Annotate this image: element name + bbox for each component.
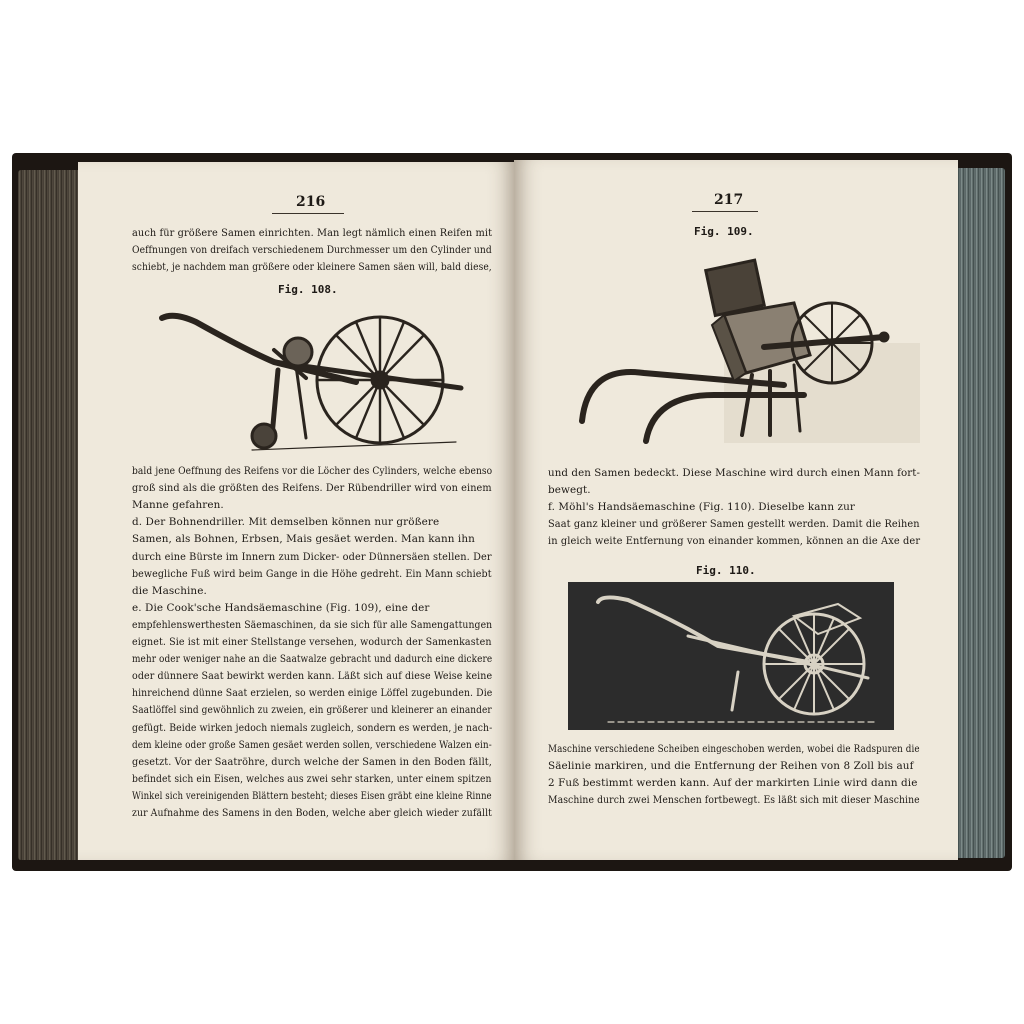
header-rule bbox=[272, 213, 344, 214]
left-page bbox=[78, 162, 515, 860]
page-number: 217 bbox=[714, 192, 744, 208]
seed-drill-illustration-fig109 bbox=[574, 245, 924, 445]
text-line: Manne gefahren. bbox=[132, 499, 224, 512]
header-rule bbox=[692, 211, 758, 212]
text-line: gesetzt. Vor der Saatröhre, durch welche der Samen in den Boden fällt, bbox=[132, 755, 492, 768]
text-line: Saatlöffel sind gewöhnlich zu zweien, ein größerer und kleinerer an einander bbox=[132, 704, 492, 717]
fig110-drawing bbox=[568, 582, 894, 730]
text-line: groß sind als die größten des Reifens. Der Rübendriller wird von einem bbox=[132, 482, 492, 495]
text-line: bald jene Oeffnung des Reifens vor die Löcher des Cylinders, welche ebenso bbox=[132, 465, 493, 477]
text-line: in gleich weite Entfernung von einander kommen, können an die Axe der bbox=[548, 535, 921, 548]
text-line: durch eine Bürste im Innern zum Dicker- oder Dünnersäen stellen. Der bbox=[132, 550, 492, 563]
text-line: d. Der Bohnendriller. Mit demselben können nur größere bbox=[132, 516, 440, 529]
text-line: Saat ganz kleiner und größerer Samen gestellt werden. Damit die Reihen bbox=[548, 518, 920, 531]
text-line: Oeffnungen von dreifach verschiedenem Durchmesser um den Cylinder und bbox=[132, 244, 492, 257]
text-line: zur Aufnahme des Samens in den Boden, welche aber gleich wieder zufällt bbox=[132, 807, 492, 819]
text-line: auch für größere Samen einrichten. Man legt nämlich einen Reifen mit bbox=[132, 227, 493, 239]
text-line: Winkel sich vereinigenden Blättern besteht; dieses Eisen gräbt eine kleine Rinne bbox=[132, 789, 492, 802]
left-page-edges bbox=[18, 170, 80, 860]
text-line: schiebt, je nachdem man größere oder kleinere Samen säen will, bald diese, bbox=[132, 261, 492, 274]
figure-caption: Fig. 110. bbox=[696, 564, 756, 577]
figure-caption: Fig. 109. bbox=[694, 225, 754, 238]
text-line: Maschine verschiedene Scheiben eingeschoben werden, wobei die Radspuren die bbox=[548, 743, 920, 755]
text-line: bewegliche Fuß wird beim Gange in die Höhe gedreht. Ein Mann schiebt bbox=[132, 567, 492, 580]
text-line: mehr oder weniger nahe an die Saatwalze gebracht und dadurch eine dickere bbox=[132, 653, 493, 666]
seed-drill-illustration-fig108 bbox=[156, 310, 476, 458]
right-page bbox=[514, 160, 958, 860]
text-line: 2 Fuß bestimmt werden kann. Auf der markirten Linie wird dann die bbox=[548, 777, 918, 790]
text-line: Säelinie markiren, und die Entfernung der Reihen von 8 Zoll bis auf bbox=[548, 760, 914, 773]
page-number: 216 bbox=[296, 194, 326, 210]
text-line: gefügt. Beide wirken jedoch niemals zugleich, sondern es werden, je nach- bbox=[132, 721, 493, 734]
text-line: empfehlenswerthesten Säemaschinen, da sie sich für alle Samengattungen bbox=[132, 618, 493, 631]
text-line: e. Die Cook'sche Handsäemaschine (Fig. 109), eine der bbox=[132, 601, 430, 614]
text-line: f. Möhl's Handsäemaschine (Fig. 110). Dieselbe kann zur bbox=[548, 501, 855, 514]
text-line: die Maschine. bbox=[132, 584, 207, 597]
text-line: dem kleine oder große Samen gesäet werden sollen, verschiedene Walzen ein- bbox=[132, 738, 492, 751]
text-line: Samen, als Bohnen, Erbsen, Mais gesäet werden. Man kann ihn bbox=[132, 533, 475, 546]
figure-caption: Fig. 108. bbox=[278, 283, 338, 296]
text-line: befindet sich ein Eisen, welches aus zwei sehr starken, unter einem spitzen bbox=[132, 772, 492, 785]
text-line: Maschine durch zwei Menschen fortbewegt. Es läßt sich mit dieser Maschine bbox=[548, 794, 920, 807]
text-line: oder dünnere Saat bewirkt werden kann. Läßt sich auf diese Weise keine bbox=[132, 670, 493, 683]
right-page-edges bbox=[955, 168, 1005, 858]
text-line: und den Samen bedeckt. Diese Maschine wird durch einen Mann fort- bbox=[548, 467, 921, 479]
text-line: eignet. Sie ist mit einer Stellstange versehen, wodurch der Samenkasten bbox=[132, 636, 492, 648]
text-line: hinreichend dünne Saat erzielen, so werden einige Löffel zugebunden. Die bbox=[132, 687, 493, 700]
text-line: bewegt. bbox=[548, 484, 591, 497]
seed-drill-illustration-fig110 bbox=[568, 582, 894, 730]
